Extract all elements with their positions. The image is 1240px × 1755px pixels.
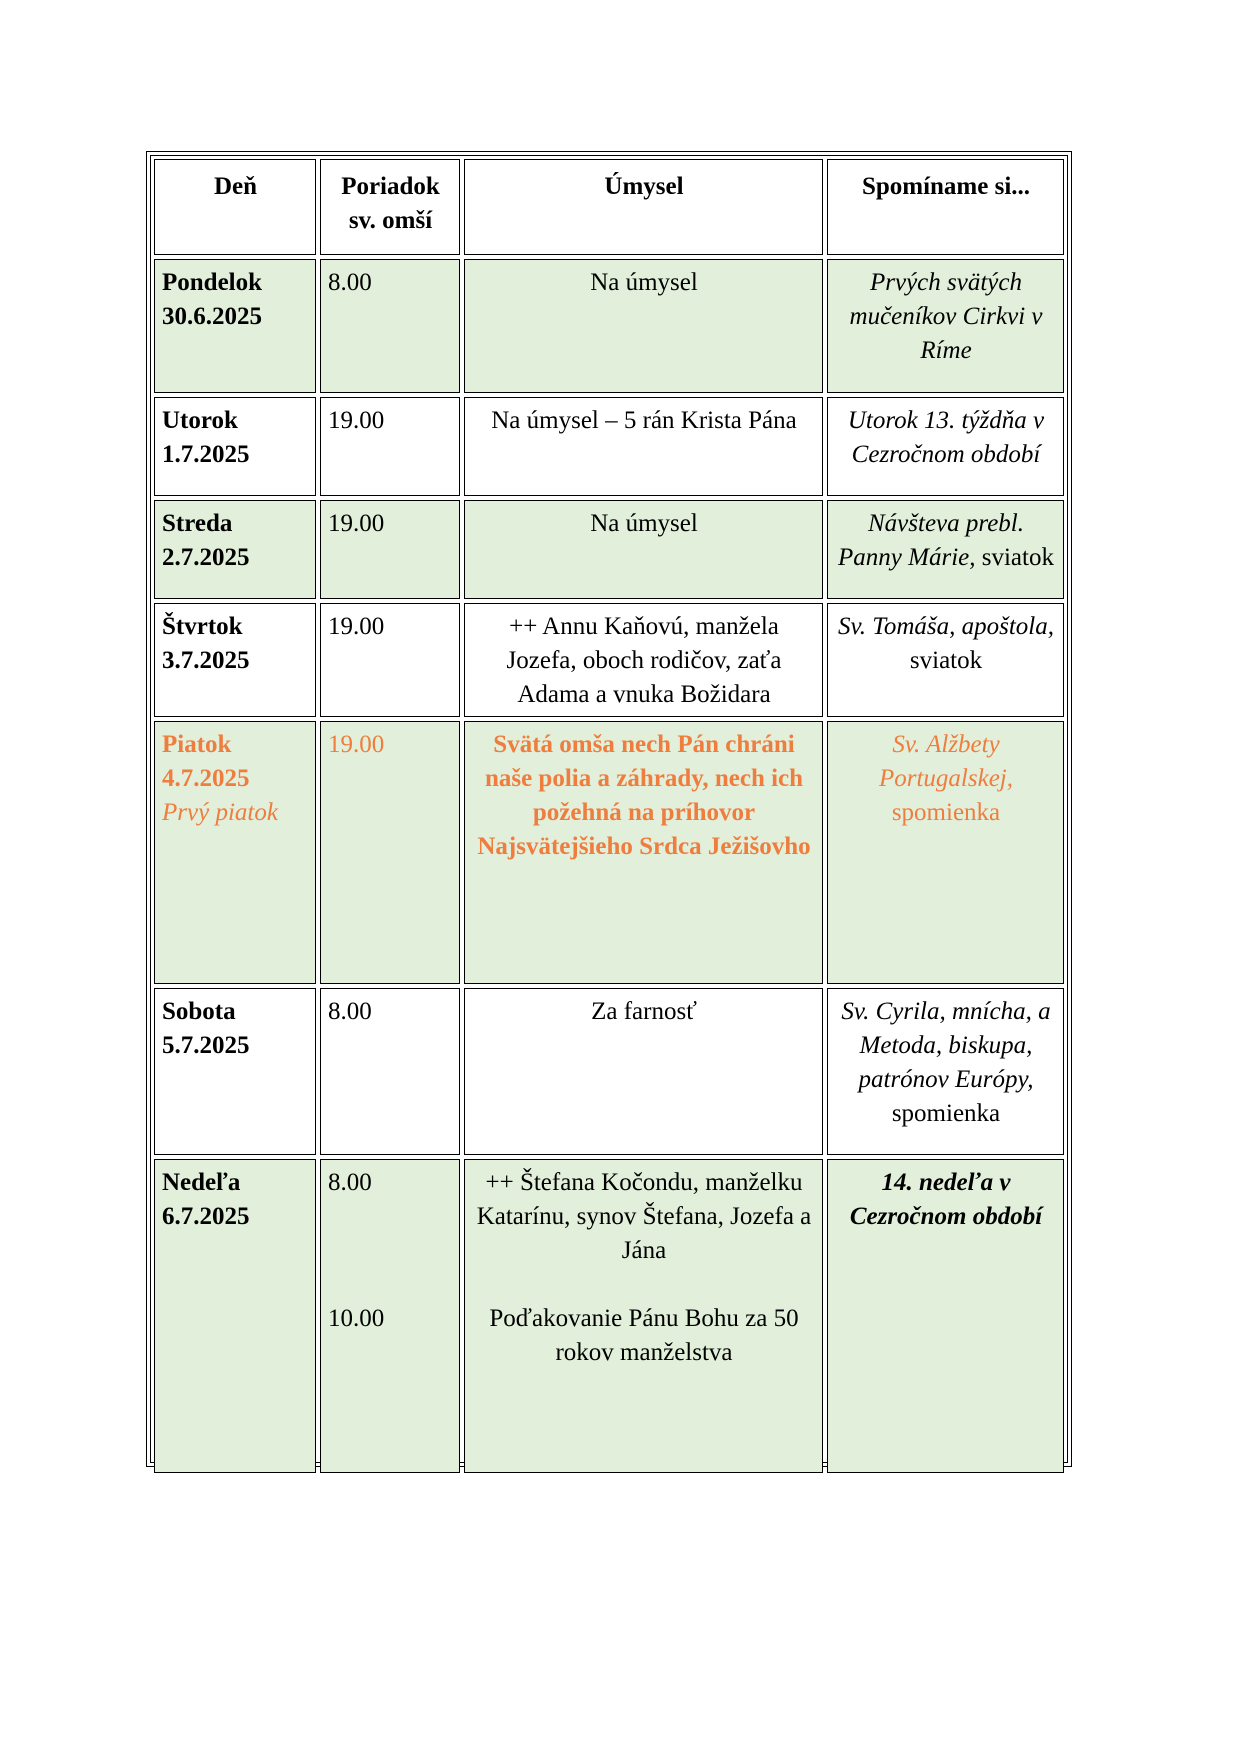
day-name: Sobota xyxy=(162,998,236,1025)
memory-cell xyxy=(827,500,1064,599)
day-date: 6.7.2025 xyxy=(162,1203,250,1230)
mass-intention: ++ Štefana Kočondu, manželku Katarínu, synov Štefana, Jozefa a Jána xyxy=(476,1169,812,1264)
memory-rank: sviatok xyxy=(981,544,1054,571)
mass-intention-second: Poďakovanie Pánu Bohu za 50 rokov manželstva xyxy=(489,1305,799,1366)
header-mass-order xyxy=(320,159,460,255)
memory-rank: sviatok xyxy=(909,647,983,674)
mass-time: 8.00 xyxy=(320,259,460,393)
memory-text: Sv. Cyrila, mnícha, a Metoda, biskupa, patrónov Európy, xyxy=(841,998,1051,1093)
mass-intention-cell xyxy=(464,1159,823,1473)
memory-text: Sv. Tomáša, apoštola, xyxy=(837,613,1054,640)
mass-intention: ++ Annu Kaňovú, manžela Jozefa, oboch rodičov, zaťa Adama a vnuka Božidara xyxy=(464,603,823,717)
mass-time: 19.00 xyxy=(320,500,460,599)
mass-intention: Za farnosť xyxy=(464,988,823,1155)
memory-cell xyxy=(827,259,1064,393)
mass-intention: Na úmysel – 5 rán Krista Pána xyxy=(464,397,823,496)
day-note: Prvý piatok xyxy=(162,799,278,826)
day-cell xyxy=(154,721,316,984)
memory-text: 14. nedeľa v Cezročnom období xyxy=(849,1169,1043,1230)
memory-text: Prvých svätých mučeníkov Cirkvi v Ríme xyxy=(849,269,1043,364)
day-cell xyxy=(154,397,316,496)
mass-time-second: 10.00 xyxy=(328,1305,385,1332)
day-date: 2.7.2025 xyxy=(162,544,250,571)
mass-time: 19.00 xyxy=(320,721,460,984)
mass-intention: Svätá omša nech Pán chráni naše polia a záhrady, nech ich požehná na príhovor Najsvätejšieho Srdca Ježišovho xyxy=(464,721,823,984)
memory-cell xyxy=(827,988,1064,1155)
day-date: 30.6.2025 xyxy=(162,303,262,330)
day-name: Piatok xyxy=(162,731,232,758)
memory-cell xyxy=(827,397,1064,496)
header-intention: Úmysel xyxy=(464,159,823,255)
mass-intention: Na úmysel xyxy=(464,500,823,599)
table-row xyxy=(154,259,1064,393)
day-name: Utorok xyxy=(162,407,238,434)
memory-cell xyxy=(827,721,1064,984)
day-cell xyxy=(154,988,316,1155)
table-row xyxy=(154,397,1064,496)
day-name: Nedeľa xyxy=(162,1169,241,1196)
header-mass-order-line2: sv. omší xyxy=(348,207,433,234)
memory-text: Utorok 13. týždňa v Cezročnom období xyxy=(847,407,1045,468)
mass-time: 19.00 xyxy=(320,397,460,496)
table-row xyxy=(154,721,1064,984)
day-cell xyxy=(154,500,316,599)
day-cell xyxy=(154,1159,316,1473)
mass-schedule-table xyxy=(150,155,1068,1477)
header-mass-order-line1: Poriadok xyxy=(341,173,440,200)
day-cell xyxy=(154,259,316,393)
day-date: 4.7.2025 xyxy=(162,765,250,792)
header-row xyxy=(154,159,1064,255)
mass-intention: Na úmysel xyxy=(464,259,823,393)
mass-time: 8.00 xyxy=(320,988,460,1155)
mass-time: 19.00 xyxy=(320,603,460,717)
day-name: Streda xyxy=(162,510,233,537)
header-day: Deň xyxy=(154,159,316,255)
mass-time: 8.00 xyxy=(328,1169,372,1196)
memory-cell xyxy=(827,1159,1064,1473)
table-row xyxy=(154,603,1064,717)
day-date: 1.7.2025 xyxy=(162,441,250,468)
memory-rank: spomienka xyxy=(891,799,1001,826)
table-row xyxy=(154,988,1064,1155)
day-name: Štvrtok xyxy=(162,613,243,640)
day-date: 3.7.2025 xyxy=(162,647,250,674)
day-date: 5.7.2025 xyxy=(162,1032,250,1059)
memory-text: Návšteva prebl. Panny Márie, xyxy=(838,510,1024,571)
header-memory: Spomíname si... xyxy=(827,159,1064,255)
day-cell xyxy=(154,603,316,717)
memory-cell xyxy=(827,603,1064,717)
day-name: Pondelok xyxy=(162,269,263,296)
table-row xyxy=(154,500,1064,599)
memory-text: Sv. Alžbety Portugalskej, xyxy=(878,731,1013,792)
table-row xyxy=(154,1159,1064,1473)
mass-time-cell xyxy=(320,1159,460,1473)
memory-rank: spomienka xyxy=(891,1100,1001,1127)
